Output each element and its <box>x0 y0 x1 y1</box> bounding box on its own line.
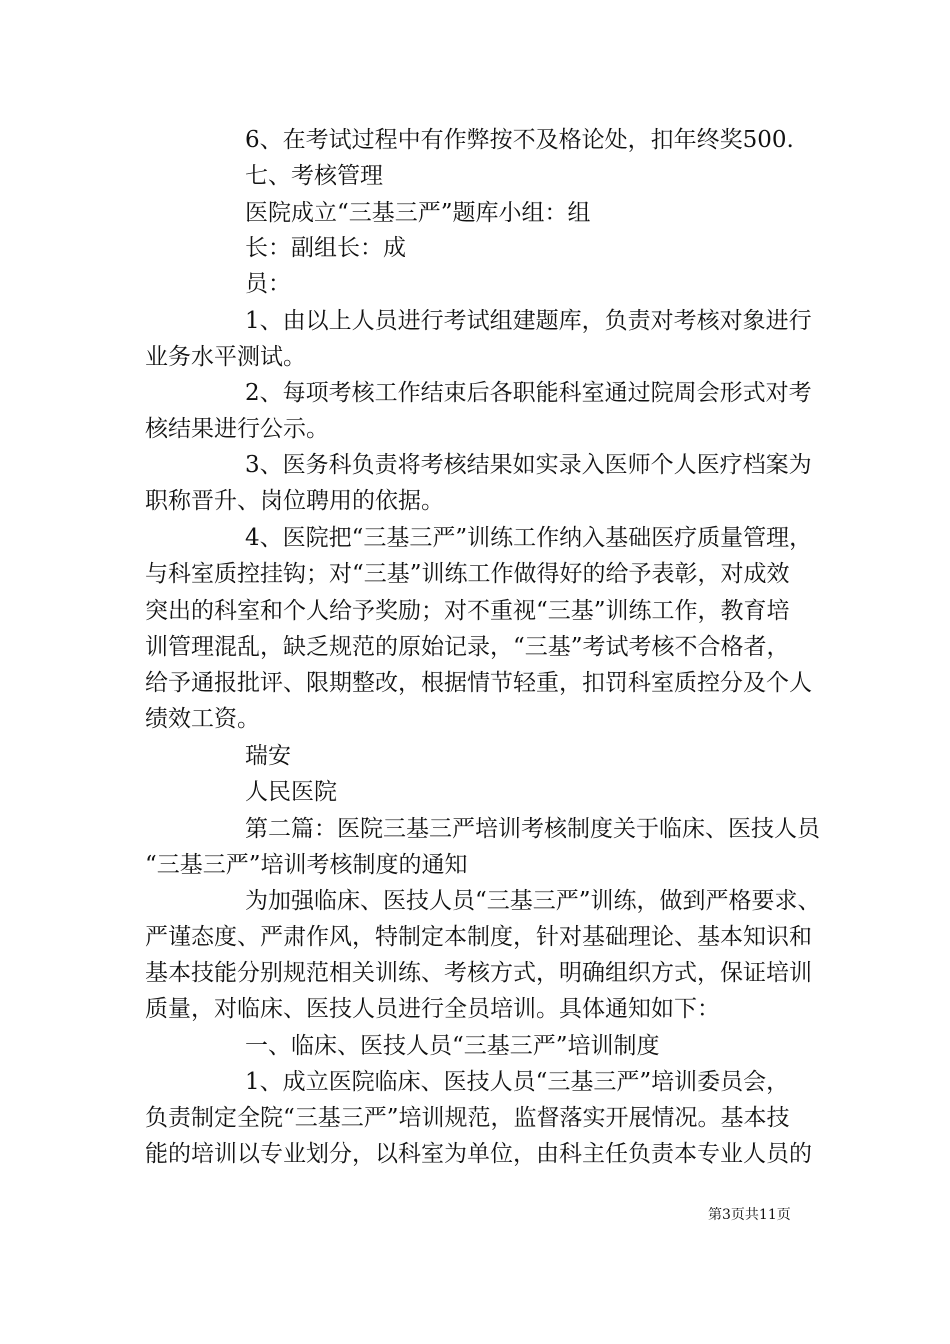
text-line: 3、医务科负责将考核结果如实录入医师个人医疗档案为 <box>245 452 812 478</box>
text-line: 核结果进行公示。 <box>145 416 329 442</box>
text-line: 给予通报批评、限期整改，根据情节轻重，扣罚科室质控分及个人 <box>145 670 812 696</box>
text-line: 能的培训以专业划分，以科室为单位，由科主任负责本专业人员的 <box>145 1141 812 1167</box>
text-line: 6、在考试过程中有作弊按不及格论处，扣年终奖500. <box>245 127 794 153</box>
section-heading: 一、临床、医技人员“三基三严”培训制度 <box>245 1033 660 1059</box>
chapter-title-continued: “三基三严”培训考核制度的通知 <box>145 852 468 878</box>
page-number: 第3页共11页 <box>708 1207 791 1223</box>
section-heading: 七、考核管理 <box>245 163 383 189</box>
text-line: 业务水平测试。 <box>145 344 306 370</box>
text-line: 严谨态度、严肃作风，特制定本制度，针对基础理论、基本知识和 <box>145 924 812 950</box>
text-line: 员： <box>245 271 291 297</box>
text-line: 为加强临床、医技人员“三基三严”训练，做到严格要求、 <box>245 888 821 914</box>
text-line: 训管理混乱，缺乏规范的原始记录，“三基”考试考核不合格者， <box>145 634 790 660</box>
text-line: 负责制定全院“三基三严”培训规范，监督落实开展情况。基本技 <box>145 1105 790 1131</box>
text-line: 职称晋升、岗位聘用的依据。 <box>145 488 444 514</box>
text-line: 4、医院把“三基三严”训练工作纳入基础医疗质量管理， <box>245 525 813 551</box>
text-line: 医院成立“三基三严”题库小组：组 <box>245 200 591 226</box>
text-line: 基本技能分别规范相关训练、考核方式，明确组织方式，保证培训 <box>145 960 812 986</box>
text-line: 1、由以上人员进行考试组建题库，负责对考核对象进行 <box>245 308 812 334</box>
text-line: 2、每项考核工作结束后各职能科室通过院周会形式对考 <box>245 380 812 406</box>
chapter-title: 第二篇：医院三基三严培训考核制度关于临床、医技人员 <box>245 816 820 842</box>
text-line: 质量，对临床、医技人员进行全员培训。具体通知如下： <box>145 996 720 1022</box>
text-line: 突出的科室和个人给予奖励；对不重视“三基”训练工作，教育培 <box>145 598 790 624</box>
text-line: 1、成立医院临床、医技人员“三基三严”培训委员会， <box>245 1069 790 1095</box>
signature-organization: 人民医院 <box>245 779 337 805</box>
signature-location: 瑞安 <box>245 743 291 769</box>
text-line: 与科室质控挂钩；对“三基”训练工作做得好的给予表彰，对成效 <box>145 561 790 587</box>
text-line: 长：副组长：成 <box>245 235 406 261</box>
text-line: 绩效工资。 <box>145 706 260 732</box>
